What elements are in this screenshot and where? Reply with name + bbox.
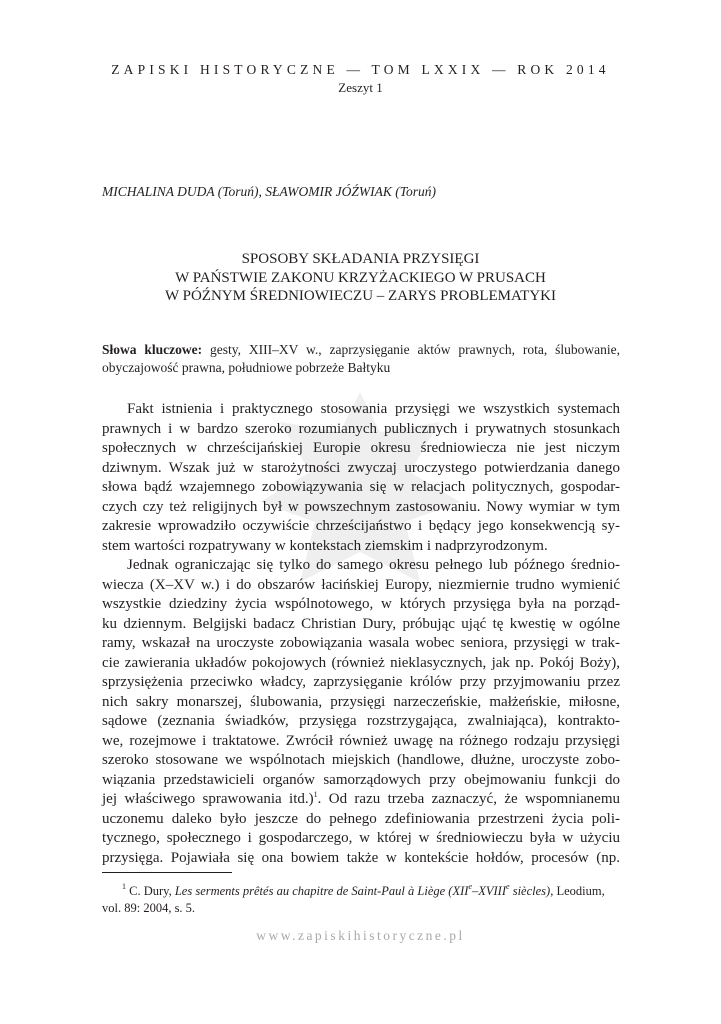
paragraph-line: uczonemu daleko było jeszcze do pełnego zdefiniowania przestrzeni życia poli- (102, 810, 620, 827)
paragraph-line (102, 790, 620, 810)
paragraph-line: przysięga. Pojawiała się ona bowiem także w kontekście hołdów, procesów (np. (102, 849, 620, 866)
paragraph-line: czych czy też religijnych był w powszechnym zastosowaniu. Nowy wymiar w tym (102, 498, 620, 515)
footnote-author: C. Dury, (129, 884, 175, 898)
paragraph-line: tycznego, społecznego i gospodarczego, w której w średniowieczu była w użyciu (102, 830, 620, 846)
footnote-line: vol. 89: 2004, s. 5. (102, 901, 196, 915)
paragraph-line: ku dziennym. Belgijski badacz Christian Dury, próbując ująć tę kwestię w ogólne (102, 615, 620, 632)
footnote (102, 883, 620, 917)
paragraph-line: Fakt istnienia i praktycznego stosowania przysięgi we wszystkich systemach (127, 401, 620, 417)
article-title (100, 250, 621, 306)
paragraph-line: dziwnym. Wszak już w starożytności zwyczaj uroczystego potwierdzania danego (102, 459, 620, 476)
paragraph-line: społecznych w chrześcijańskiej Europie okresu średniowiecza nie jest niczym (102, 440, 620, 456)
paragraph-line: sprzysiężenia przeciwko władcy, zaprzysięganie królów przy przyjmowaniu przez (102, 674, 620, 690)
article-body (102, 400, 620, 868)
paragraph-line: stem wartości rozpatrywany w kontekstach ziemskim i nadprzyrodzonym. (102, 537, 548, 554)
paragraph-line: nich sakry monarszej, ślubowania, przysięgi narzeczeńskie, małżeńskie, miłosne, (102, 693, 620, 710)
journal-header: ZAPISKI HISTORYCZNE — TOM LXXIX — ROK 2014 (111, 62, 610, 77)
paragraph-line: prawnych i w bardzo szeroko rozumianych publicznych i prywatnych stosunkach (102, 420, 620, 437)
paragraph-line: szeroko stosowane we wspólnotach miejskich (handlowe, dłużne, uroczyste zobo- (102, 752, 620, 768)
line-text: jej właściwego sprawowania itd.) (102, 791, 314, 807)
keywords-label: Słowa kluczowe: (102, 342, 203, 357)
title-line: W PAŃSTWIE ZAKONU KRZYŻACKIEGO W PRUSACH (175, 269, 546, 286)
paragraph-line: cie zawierania układów pokojowych (również nieklasycznych, jak np. Pokój Boży), (102, 654, 620, 671)
paragraph-line: słowa bądź wzajemnego zobowiązywania się w relacjach politycznych, gospodar- (102, 479, 620, 495)
line-text: . Od razu trzeba zaznaczyć, że wspomnianemu (317, 791, 620, 807)
paragraph-line: we, rozejmowe i traktatowe. Zwrócił również uwagę na różnego rodzaju przysięgi (102, 732, 620, 749)
paragraph-line: Jednak ograniczając się tylko do samego okresu pełnego lub późnego średnio- (127, 557, 620, 573)
paragraph-line: wiązania przedstawicieli organów samorządowych przy obejmowaniu funkcji do (102, 771, 620, 788)
keywords (102, 341, 620, 377)
footnote-divider (102, 872, 232, 873)
title-line: SPOSOBY SKŁADANIA PRZYSIĘGI (241, 251, 480, 267)
website-link[interactable]: www.zapiskihistoryczne.pl (256, 928, 465, 943)
keywords-list: gesty, XIII–XV w., zaprzysięganie aktów prawnych, rota, ślubowanie, obyczajowość prawna, południowe pobrzeże Bałtyku (102, 342, 620, 375)
footnote-publication: , Leodium, (550, 884, 605, 898)
article-authors: MICHALINA DUDA (Toruń), SŁAWOMIR JÓŹWIAK (Toruń) (102, 184, 437, 199)
paragraph-line: ramy, wskazał na uroczyste zobowiązania wasala wobec seniora, przysięgi w trak- (102, 635, 620, 651)
footnote-number: 1 (122, 882, 126, 891)
title-line: W PÓŹNYM ŚREDNIOWIECZU – ZARYS PROBLEMATYKI (165, 288, 556, 304)
issue-number: Zeszyt 1 (338, 80, 383, 95)
footnote-work-title: Les serments prêtés au chapitre de Saint-Paul à Liège (XIIe–XVIIIe siècles) (174, 882, 551, 898)
paragraph-line: sądowe (zeznania świadków, przysięga rozstrzygająca, zwalniająca), kontrakto- (102, 713, 620, 729)
footnote-reference[interactable]: 1 (313, 790, 318, 799)
footnote-line (102, 883, 620, 900)
paragraph-line: wszystkie dziedziny życia wspólnotowego, w których przysięga była na porząd- (102, 596, 620, 612)
paragraph-line: wiecza (X–XV w.) i do obszarów łacińskiej Europy, niezmiernie trudno wymienić (102, 576, 620, 593)
paragraph-line: zakresie wprowadziło oczywiście chrześcijaństwo i będący jego konsekwencją sy- (102, 518, 620, 534)
